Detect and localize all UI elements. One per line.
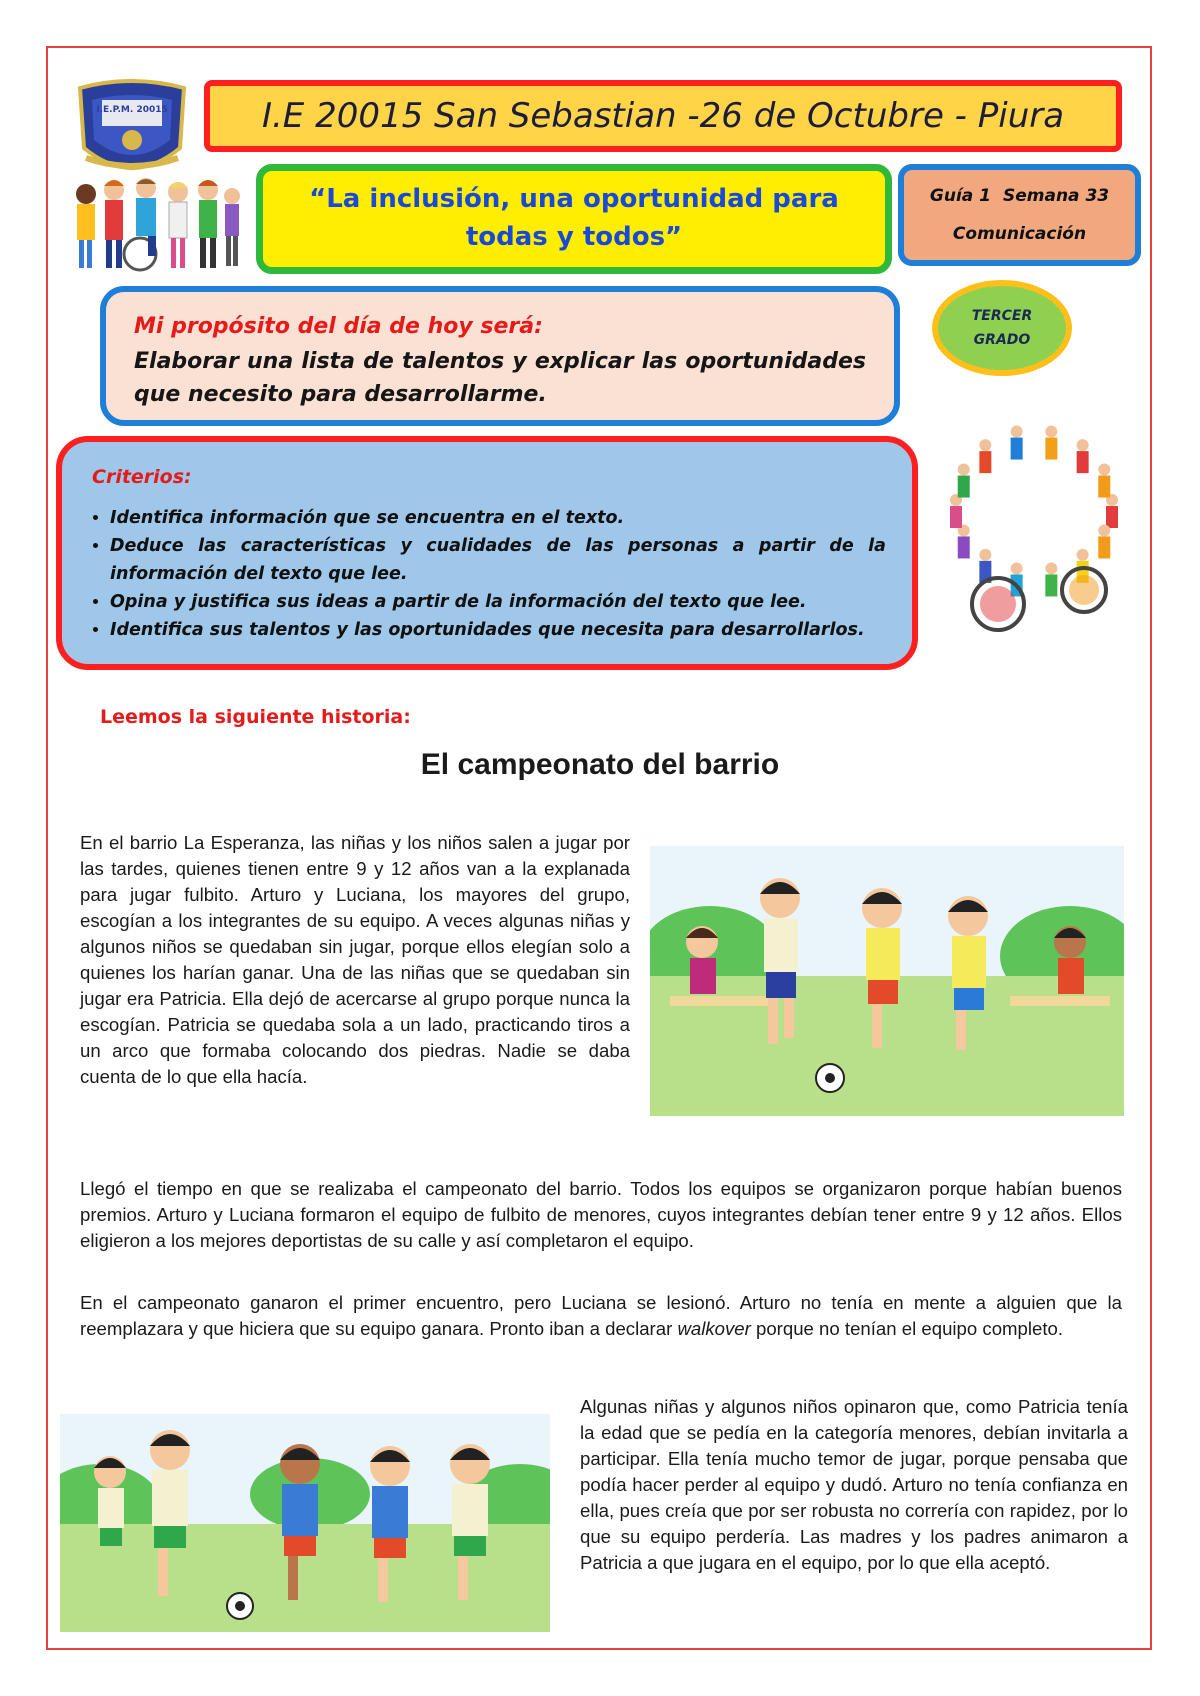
ring-child-head — [1077, 549, 1089, 561]
logo-text-1: I.E.P.M. 20015 — [96, 105, 168, 115]
guide-number: Guía 1 — [929, 186, 991, 206]
purpose-text: Elaborar una lista de talentos y explicar las oportunidades que necesito para desarrollarme. — [134, 349, 866, 407]
story-paragraph-1: En el barrio La Esperanza, las niñas y los niños salen a jugar por las tardes, quienes tienen entre 9 y 12 años van a la explanada para jugar fulbito. Arturo y Luciana, los mayores del grupo, escogían a los integrantes de su equipo. A veces algunas niñas y algunos niños se quedaban sin jugar, porque ellos elegían solo a quienes los harían ganar. Una de las niñas que se quedaban sin jugar era Patricia. Ella dejó de acercarse al grupo porque nunca la escogían. Patricia se quedaba sola a un lado, practicando tiros a un arco que formaba colocando dos piedras. Nadie se daba cuenta de lo que ella hacía. — [80, 832, 630, 1087]
subject-name: Comunicación — [952, 224, 1087, 244]
ring-child-body — [979, 451, 991, 473]
school-title: I.E 20015 San Sebastian -26 de Octubre - Piura — [261, 96, 1065, 136]
school-title-banner — [204, 80, 1122, 152]
purpose-box — [100, 286, 900, 426]
ring-child-head — [1045, 426, 1057, 438]
paragraph-3-emphasis: walkover — [677, 1318, 751, 1339]
ring-child-body — [1011, 438, 1023, 460]
story-title: El campeonato del barrio — [420, 748, 780, 781]
children-illustration — [72, 174, 242, 274]
ring-child-head — [1077, 439, 1089, 451]
week-number: Semana 33 — [1003, 186, 1110, 206]
motto-banner — [256, 164, 892, 274]
criteria-box — [56, 436, 918, 670]
ring-child-head — [1011, 426, 1023, 438]
ring-child-head — [1098, 524, 1110, 536]
ring-child-body — [958, 536, 970, 558]
ring-child-body — [1045, 438, 1057, 460]
ring-child-body — [1077, 451, 1089, 473]
football-match-illustration — [60, 1414, 550, 1632]
story-paragraph-2: Llegó el tiempo en que se realizaba el campeonato del barrio. Todos los equipos se organizaron porque habían buenos premios. Arturo y Luciana formaron el equipo de fulbito de menores, cuyos integrantes debían tener entre 9 y 12 años. Ellos eligieron a los mejores deportistas de su calle y así completaron el equipo. — [80, 1178, 1122, 1251]
criteria-list — [92, 504, 886, 644]
grade-line-2: GRADO — [973, 332, 1031, 348]
ring-child-body — [1098, 536, 1110, 558]
inclusion-circle-illustration — [928, 414, 1140, 650]
school-logo — [72, 78, 192, 188]
criteria-item: • Deduce las características y cualidades de las personas a partir de la información del texto que lee. — [110, 532, 886, 588]
ring-child-head — [1045, 562, 1057, 574]
story-paragraph-3 — [80, 1290, 1122, 1342]
ring-child-body — [1106, 506, 1118, 528]
ring-child-head — [1098, 464, 1110, 476]
ring-child-body — [958, 476, 970, 498]
ring-child-body — [1098, 476, 1110, 498]
criteria-item: • Identifica sus talentos y las oportunidades que necesita para desarrollarlos. — [110, 616, 886, 644]
criteria-label: Criterios: — [92, 466, 192, 488]
ring-child-head — [958, 464, 970, 476]
criteria-item: • Opina y justifica sus ideas a partir de la información del texto que lee. — [110, 588, 886, 616]
paragraph-3-start: En el campeonato ganaron el primer encuentro, pero Luciana se lesionó. Arturo no tenía en mente a alguien que la reemplazara y que hiciera que su equipo ganara. Pronto iban a declarar — [80, 1292, 1122, 1339]
ring-child-head — [979, 439, 991, 451]
reading-intro: Leemos la siguiente historia: — [100, 706, 411, 728]
purpose-label: Mi propósito del día de hoy será: — [134, 314, 543, 339]
ring-child-head — [1011, 562, 1023, 574]
ring-child-body — [950, 506, 962, 528]
ring-child-head — [979, 549, 991, 561]
motto-text: “La inclusión, una oportunidad para todas y todos” — [309, 184, 839, 252]
grade-badge — [932, 280, 1072, 376]
grade-line-1: TERCER — [971, 308, 1033, 324]
guide-info-box — [898, 164, 1141, 266]
story-paragraph-4: Algunas niñas y algunos niños opinaron que, como Patricia tenía la edad que se pedía en la categoría menores, debían invitarla a participar. Ella tenía mucho temor de jugar, porque pensaba que podía hacer perder al equipo y dudó. Arturo no tenía confianza en ella, pues creía que por ser robusta no correría con rapidez, por lo que su equipo perdería. Las madres y los padres animaron a Patricia a que jugara en el equipo, por lo que ella aceptó. — [580, 1396, 1128, 1573]
criteria-item: • Identifica información que se encuentra en el texto. — [110, 504, 886, 532]
football-scene-illustration — [650, 846, 1124, 1116]
paragraph-3-end: porque no tenían el equipo completo. — [750, 1318, 1064, 1339]
ring-child-body — [1045, 574, 1057, 596]
